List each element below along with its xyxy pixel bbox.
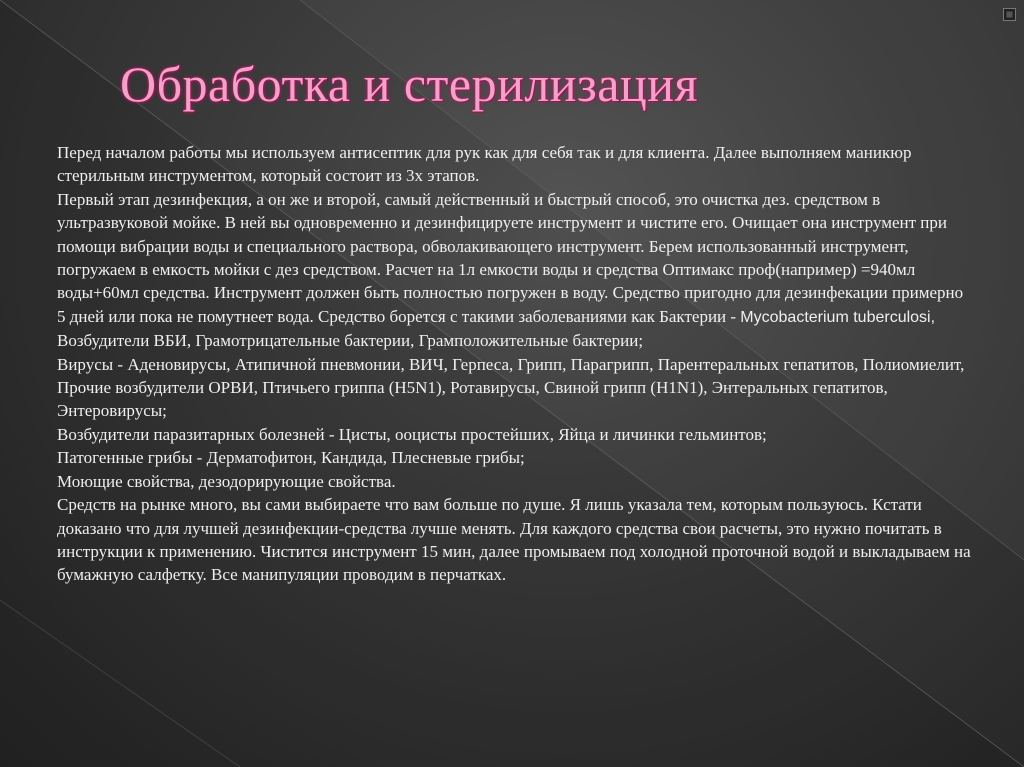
paragraph-intro: Перед началом работы мы используем антисептик для рук как для себя так и для клиента. Далее выполняем маникюр стерильным инструментом, который состоит из 3х этапов. <box>57 143 912 186</box>
paragraph-fungi: Патогенные грибы - Дерматофитон, Кандида, Плесневые грибы; <box>57 448 525 468</box>
paragraph-properties: Моющие свойства, дезодорирующие свойства. <box>57 471 396 491</box>
slide-body <box>57 141 973 587</box>
square-bullet-icon <box>1003 8 1016 21</box>
paragraph-bacteria: Возбудители ВБИ, Грамотрицательные бактерии, Грамположительные бактерии; <box>57 331 644 351</box>
paragraph-first-stage <box>57 188 973 329</box>
mycobacterium-text: Mycobacterium tuberculosi, <box>740 308 936 326</box>
first-stage-text: Первый этап дезинфекция, а он же и второй, самый действенный и быстрый способ, это очистка дез. средством в ультразвуковой мойке. В ней вы одновременно и дезинфицируете инструмент и чистите его. Очищает она инструмент при помощи вибрации воды и специального раствора, обволакивающего инструмент. Берем использованный инструмент, погружаем в емкость мойки с дез средством. Расчет на 1л емкости воды и средства Оптимакс проф(например) =940мл воды+60мл средства. Инструмент должен быть полностью погружен в воду. Средство пригодно для дезинфекации примерно 5 дней или пока не помутнеет вода. Средство борется с такими заболеваниями как Бактерии - <box>57 189 964 326</box>
paragraph-viruses: Вирусы - Аденовирусы, Атипичной пневмонии, ВИЧ, Герпеса, Грипп, Парагрипп, Парентеральных гепатитов, Полиомиелит, Прочие возбудители ОРВИ, Птичьего гриппа (H5N1), Ротавирусы, Свиной грипп (H1N1), Энтеральных гепатитов, Энтеровирусы; <box>57 354 965 421</box>
paragraph-parasites: Возбудители паразитарных болезней - Цисты, ооцисты простейших, Яйца и личинки гельминтов; <box>57 424 767 444</box>
slide-title: Обработка и стерилизация <box>120 56 699 112</box>
paragraph-conclusion: Средств на рынке много, вы сами выбираете что вам больше по душе. Я лишь указала тем, которым пользуюсь. Кстати доказано что для лучшей дезинфекции-средства лучше менять. Для каждого средства свои расчеты, это нужно почитать в инструкции к применению. Чистится инструмент 15 мин, далее промываем под холодной проточной водой и выкладываем на бумажную салфетку. Все манипуляции проводим в перчатках. <box>57 495 971 585</box>
